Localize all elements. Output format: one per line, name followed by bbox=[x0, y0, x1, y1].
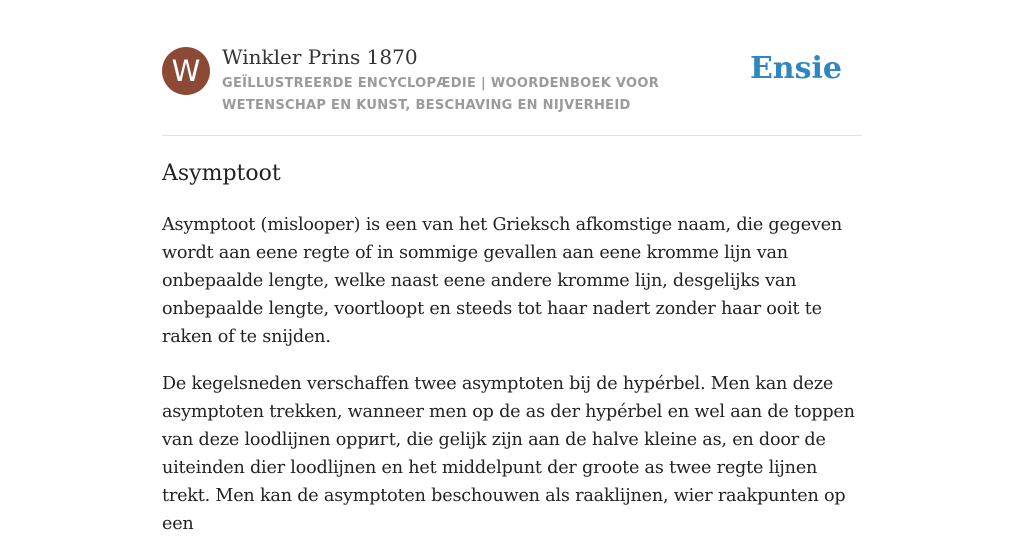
ensie-logo[interactable]: Ensie bbox=[749, 51, 842, 86]
header-divider bbox=[162, 135, 862, 136]
article-paragraph: Asymptoot (mislooper) is een van het Grieksch afkomstige naam, die gegeven wordt aan eene regte of in sommige gevallen aan eene kromme lijn van onbepaalde lengte, welke naast eene andere kromme lijn, desgelijks van onbepaalde lengte, voortloopt en steeds tot haar nadert zonder haar ooit te raken of te snijden. bbox=[162, 215, 843, 347]
article-paragraph: De kegelsneden verschaffen twee asymptoten bij de hypérbel. Men kan deze asymptoten trekken, wanneer men op de as der hypérbel en wel aan de toppen van deze loodlijnen opригt, die gelijk zijn aan de halve kleine as, en door de uiteinden dier loodlijnen en het middelpunt der groote as twee regte lijnen trekt. Men kan de asymptoten beschouwen als raaklijnen, wier raakpunten op een bbox=[162, 374, 855, 534]
publication-avatar[interactable]: W bbox=[162, 47, 210, 95]
publication-header bbox=[162, 44, 862, 134]
publication-subtitle: GEÏLLUSTREERDE ENCYCLOPÆDIE | WOORDENBOEK VOOR WETENSCHAP EN KUNST, BESCHAVING EN NIJVERHEID bbox=[222, 76, 660, 113]
publication-title[interactable]: Winkler Prins 1870 bbox=[222, 45, 418, 69]
article-title: Asymptoot bbox=[162, 161, 281, 186]
article bbox=[162, 158, 862, 538]
